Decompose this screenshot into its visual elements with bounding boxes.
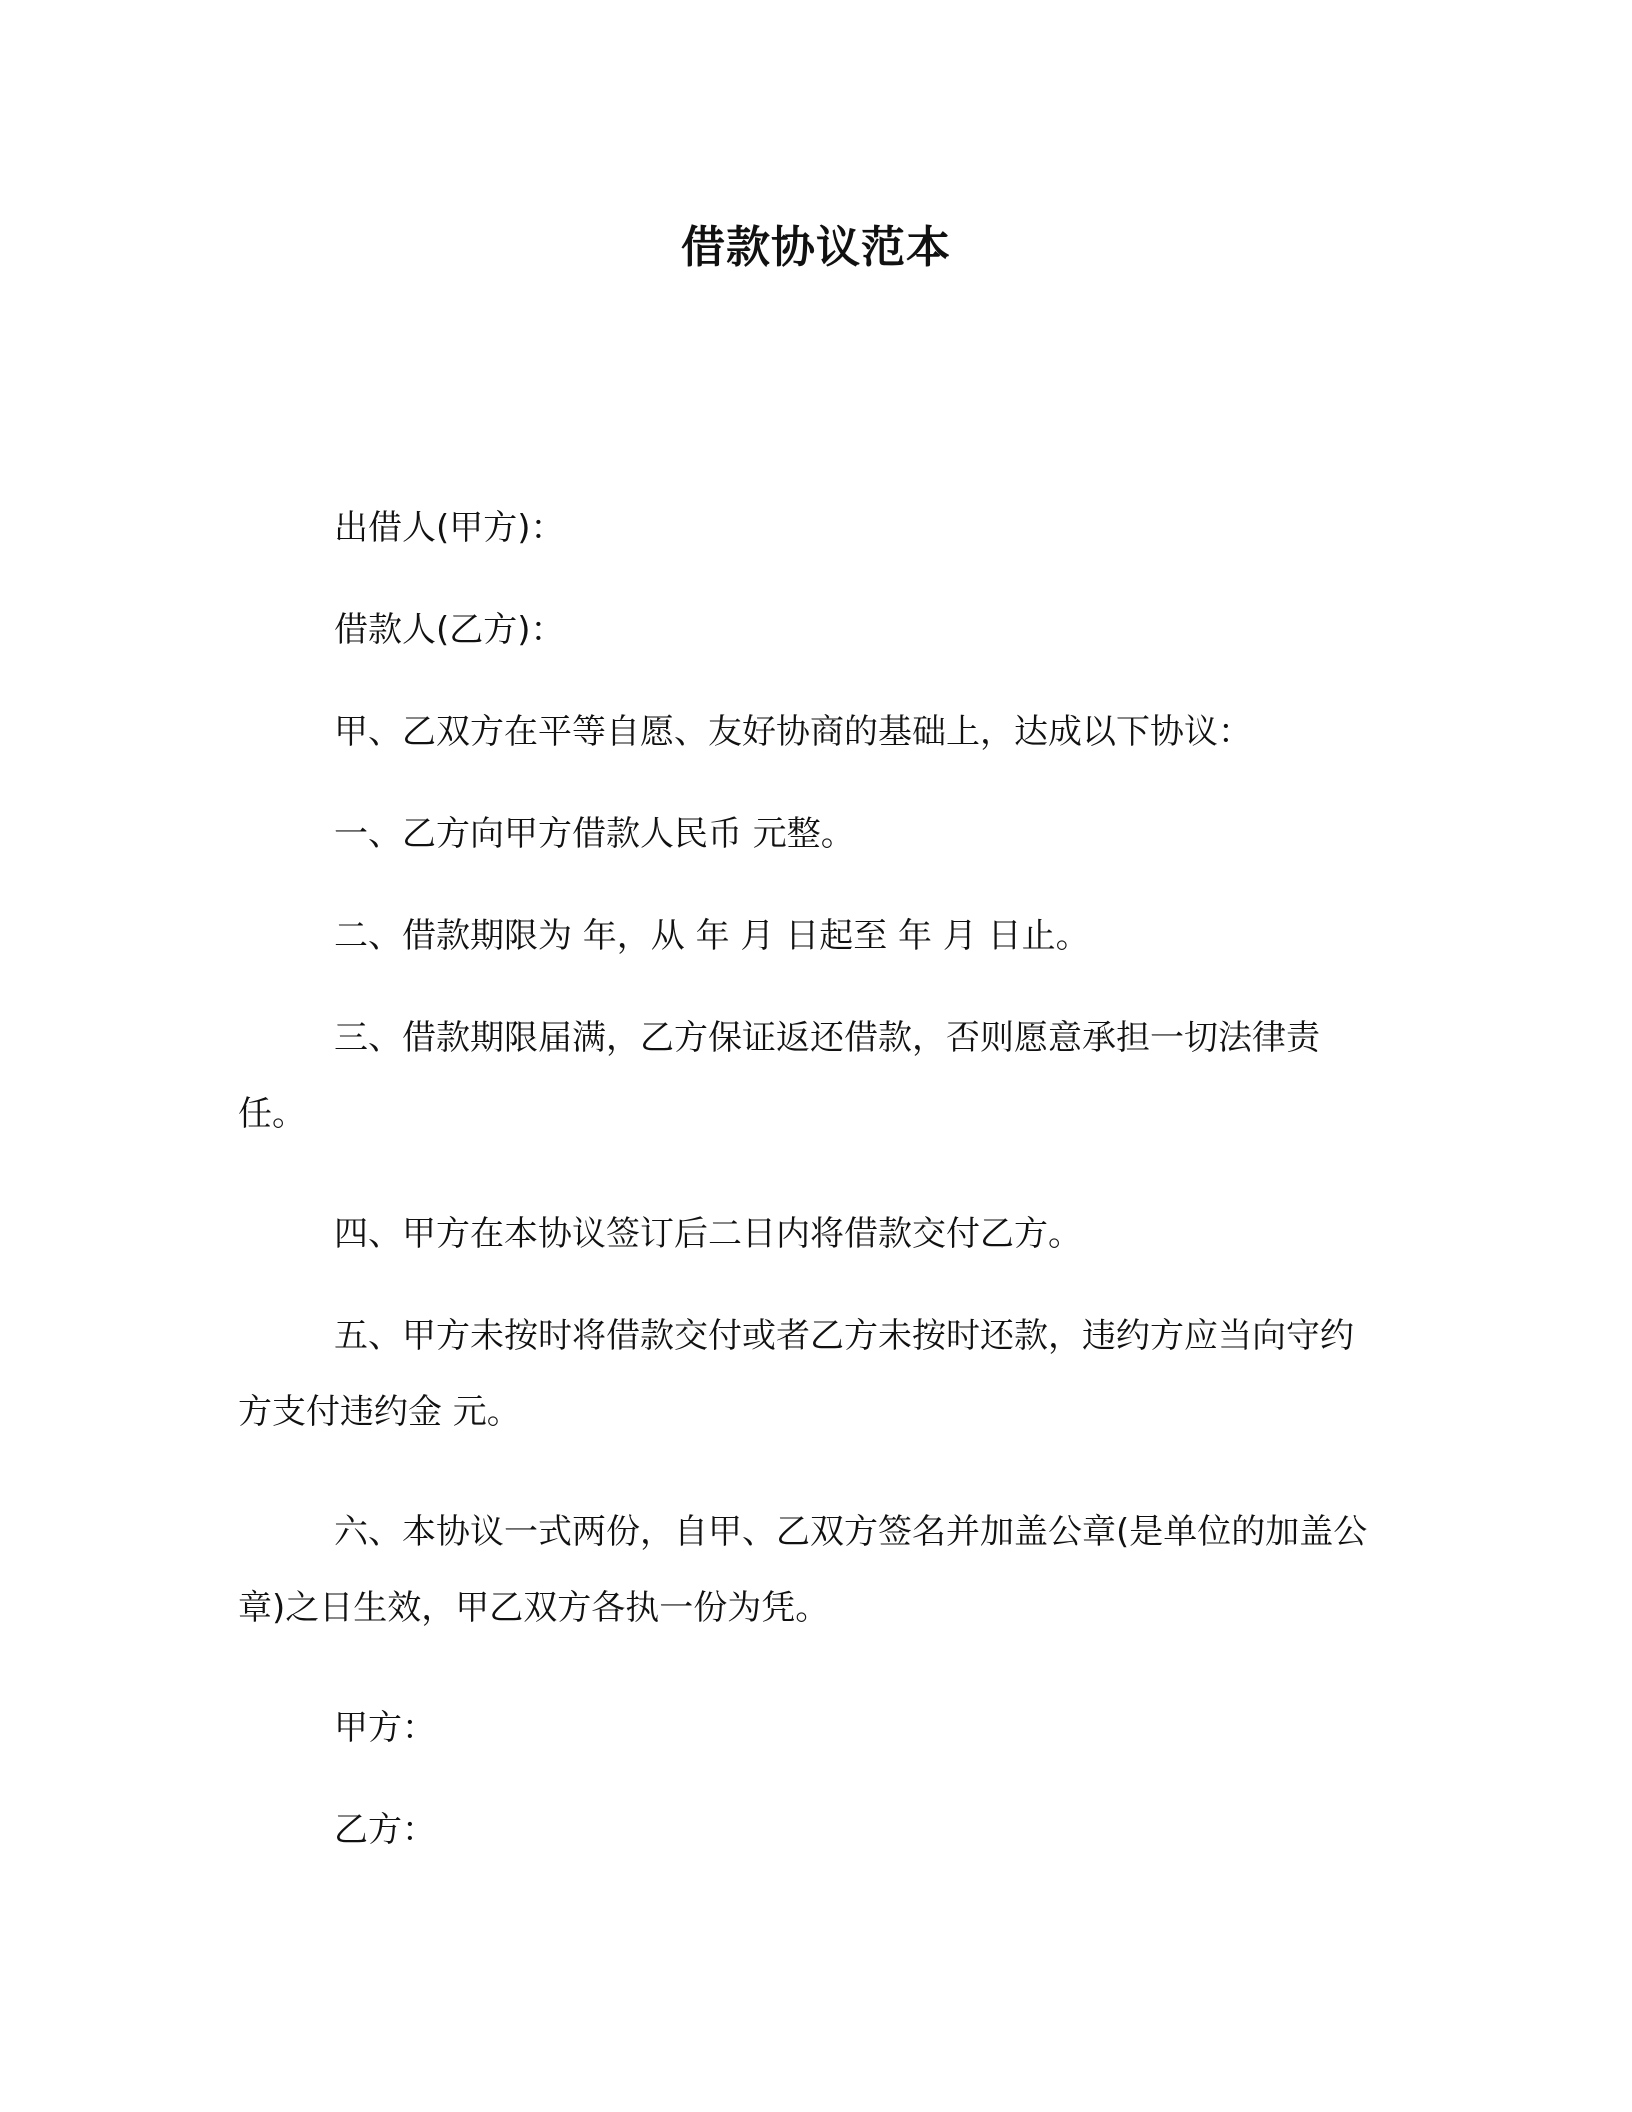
clause-4: 四、甲方在本协议签订后二日内将借款交付乙方。 — [334, 1214, 1082, 1254]
clause-6: 六、本协议一式两份，自甲、乙双方签名并加盖公章(是单位的加盖公章)之日生效，甲乙双方各执一份为凭。 — [238, 1512, 1368, 1628]
clause-3: 三、借款期限届满，乙方保证返还借款，否则愿意承担一切法律责任。 — [238, 1018, 1320, 1134]
party-a-signature: 甲方： — [334, 1708, 436, 1748]
clause-5: 五、甲方未按时将借款交付或者乙方未按时还款，违约方应当向守约方支付违约金 元。 — [238, 1316, 1354, 1432]
clause-2: 二、借款期限为 年，从 年 月 日起至 年 月 日止。 — [334, 916, 1090, 956]
document-body — [238, 490, 1378, 1894]
party-b-signature: 乙方： — [334, 1810, 436, 1850]
lender-line: 出借人(甲方)： — [334, 508, 565, 548]
document-title: 借款协议范本 — [681, 222, 951, 273]
clause-1: 一、乙方向甲方借款人民币 元整。 — [334, 814, 855, 854]
agreement-intro: 甲、乙双方在平等自愿、友好协商的基础上，达成以下协议： — [334, 712, 1252, 752]
borrower-line: 借款人(乙方)： — [334, 610, 565, 650]
